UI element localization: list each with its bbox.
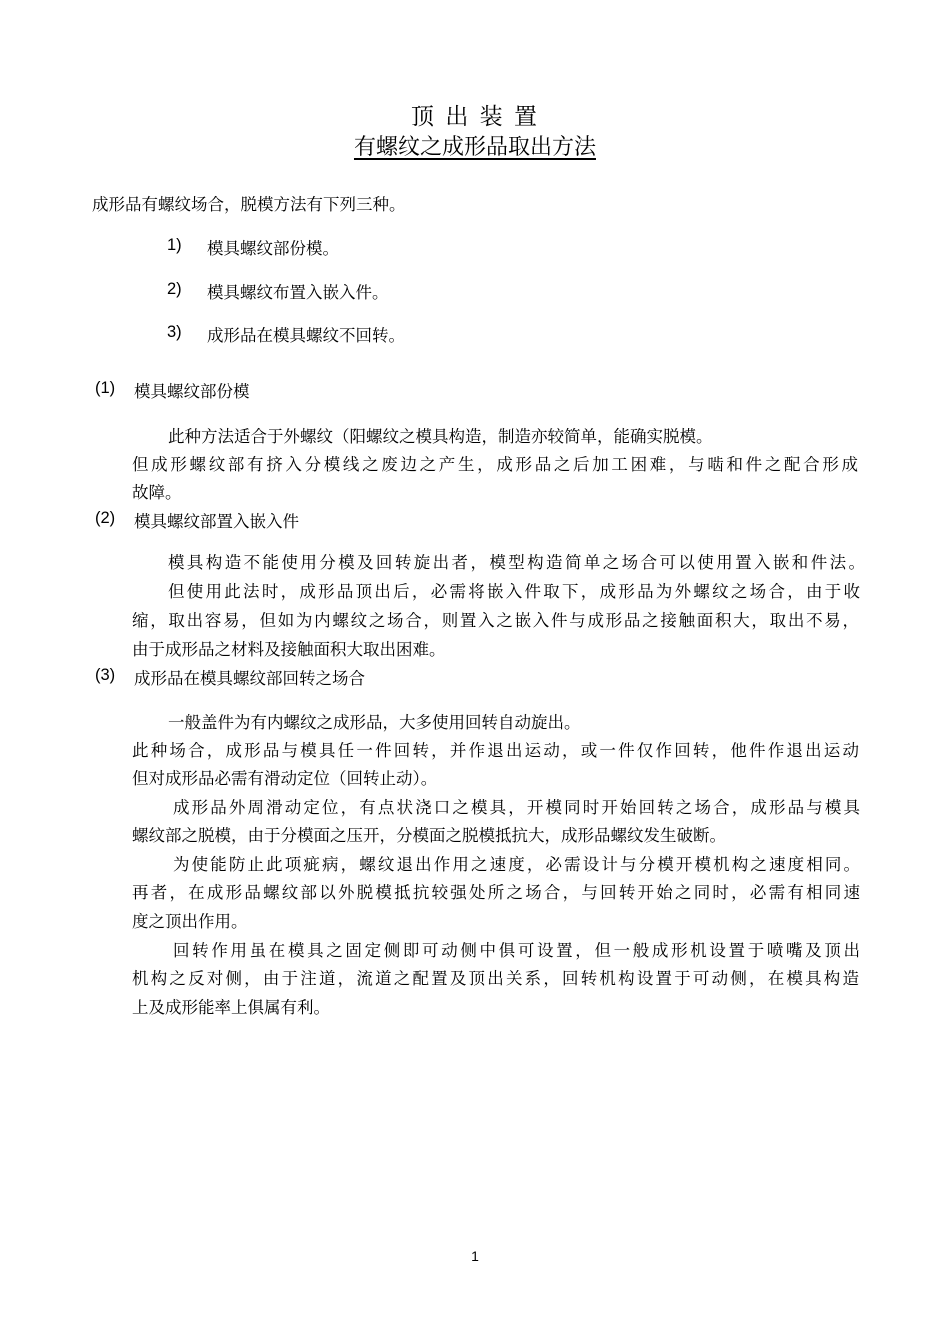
section-number: (1) — [95, 379, 116, 397]
paragraph-line: 螺纹部之脱模，由于分模面之压开，分模面之脱模抵抗大，成形品螺纹发生破断。 — [132, 826, 726, 845]
paragraph-line: 但成形螺纹部有挤入分模线之废边之产生，成形品之后加工困难，与啮和件之配合形成 — [132, 455, 858, 474]
paragraph-line: 缩，取出容易，但如为内螺纹之场合，则置入之嵌入件与成形品之接触面积大，取出不易， — [132, 611, 859, 630]
section-number: (3) — [95, 666, 116, 684]
list-item-text: 模具螺纹布置入嵌入件。 — [207, 283, 389, 302]
intro-paragraph: 成形品有螺纹场合，脱模方法有下列三种。 — [92, 195, 406, 214]
paragraph-line: 机构之反对侧，由于注道，流道之配置及顶出关系，回转机构设置于可动侧，在模具构造 — [132, 969, 859, 988]
paragraph-line: 模具构造不能使用分模及回转旋出者，模型构造简单之场合可以使用置入嵌和件法。 — [168, 553, 865, 572]
list-item-text: 模具螺纹部份模。 — [207, 239, 339, 258]
section-heading: 模具螺纹部份模 — [134, 382, 250, 401]
section-heading: 成形品在模具螺纹部回转之场合 — [134, 669, 365, 688]
section-heading: 模具螺纹部置入嵌入件 — [134, 512, 299, 531]
paragraph-line: 但使用此法时，成形品顶出后，必需将嵌入件取下，成形品为外螺纹之场合，由于收 — [168, 582, 860, 601]
paragraph-line: 此种场合，成形品与模具任一件回转，并作退出运动，或一件仅作回转，他件作退出运动 — [132, 741, 859, 760]
paragraph-line: 为使能防止此项疵病，螺纹退出作用之速度，必需设计与分模开模机构之速度相同。 — [173, 855, 860, 874]
paragraph-line: 上及成形能率上俱属有利。 — [132, 998, 330, 1017]
list-item-number: 1) — [167, 236, 182, 254]
page-title: 顶 出 装 置 — [411, 104, 539, 130]
paragraph-line: 但对成形品必需有滑动定位（回转止动）。 — [132, 769, 438, 788]
paragraph-line: 故障。 — [132, 483, 182, 502]
paragraph-line: 成形品外周滑动定位，有点状浇口之模具，开模同时开始回转之场合，成形品与模具 — [173, 798, 860, 817]
list-item-text: 成形品在模具螺纹不回转。 — [207, 326, 405, 345]
list-item-number: 3) — [167, 323, 182, 341]
page-subtitle: 有螺纹之成形品取出方法 — [353, 135, 596, 160]
paragraph-line: 此种方法适合于外螺纹（阳螺纹之模具构造，制造亦较简单，能确实脱模。 — [168, 427, 713, 446]
paragraph-line: 再者，在成形品螺纹部以外脱模抵抗较强处所之场合，与回转开始之同时，必需有相同速 — [132, 883, 860, 902]
paragraph-line: 度之顶出作用。 — [132, 912, 248, 931]
paragraph-line: 一般盖件为有内螺纹之成形品，大多使用回转自动旋出。 — [168, 713, 581, 732]
section-number: (2) — [95, 509, 116, 527]
paragraph-line: 回转作用虽在模具之固定侧即可动侧中俱可设置，但一般成形机设置于喷嘴及顶出 — [173, 941, 860, 960]
paragraph-line: 由于成形品之材料及接触面积大取出困难。 — [132, 640, 446, 659]
page-number: 1 — [471, 1248, 479, 1264]
list-item-number: 2) — [167, 280, 182, 298]
